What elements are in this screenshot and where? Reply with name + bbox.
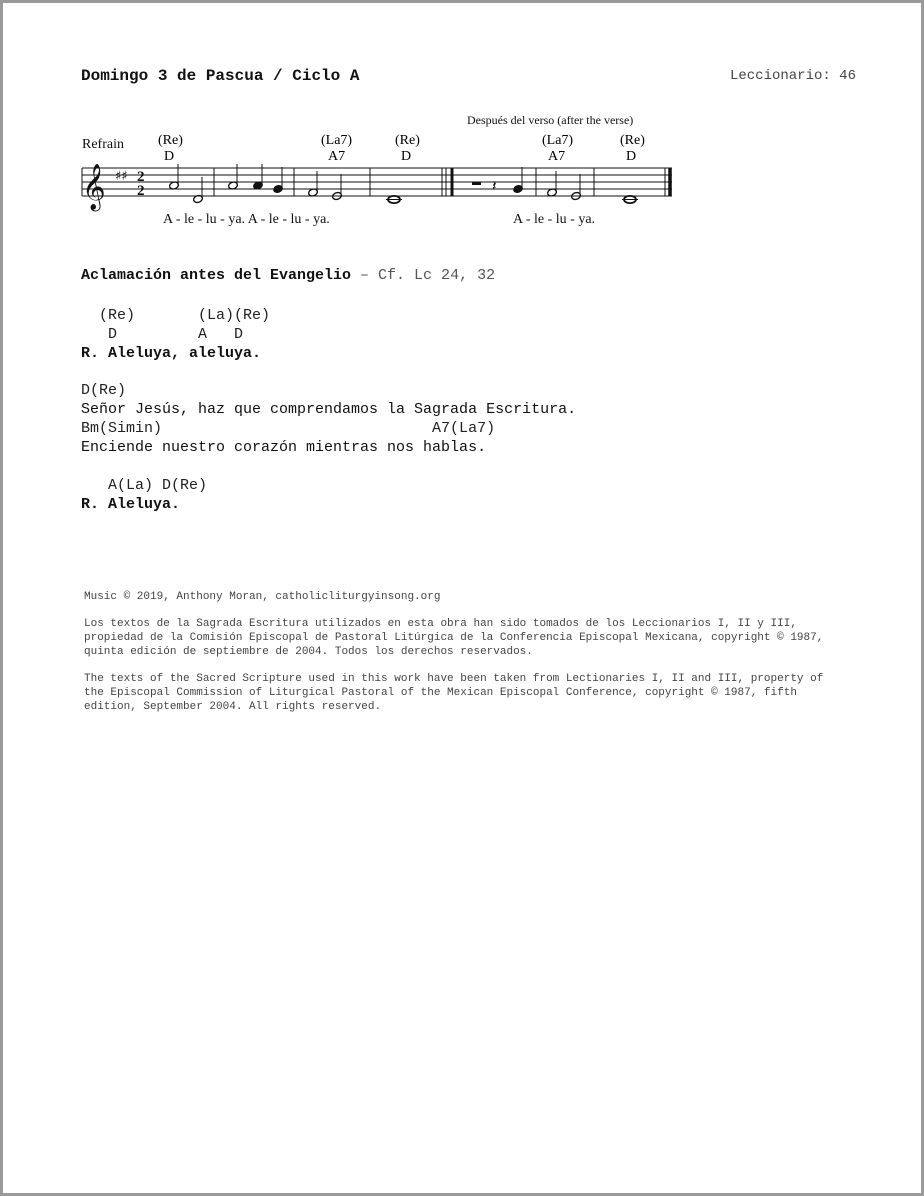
- response-text: R. Aleluya, aleluya.: [81, 345, 262, 362]
- response-chords-letters: D A D: [81, 326, 244, 343]
- lyrics-refrain: A - le - lu - ya. A - le - lu - ya.: [163, 212, 330, 227]
- verse-chords-1: D(Re): [81, 382, 127, 399]
- svg-text:D: D: [401, 149, 412, 164]
- svg-text:(La7): (La7): [321, 133, 353, 148]
- chord-2: [321, 133, 352, 164]
- chord-1: [158, 133, 183, 164]
- svg-text:(La7): (La7): [542, 133, 574, 148]
- spanish-copyright: Los textos de la Sagrada Escritura utilizados en esta obra han sido tomados de los Leccionarios I, II y III, propiedad de la Comisión Episcopal de Pastoral Litúrgica de la Conferencia Episcopal Mexicana, copyright © 1987, quinta edición de septiembre de 2004. Todos los derechos reservados.: [84, 618, 824, 658]
- svg-text:A7: A7: [548, 149, 566, 164]
- scripture-reference: – Cf. Lc 24, 32: [351, 267, 496, 284]
- lyrics-after-verse: A - le - lu - ya.: [513, 212, 596, 227]
- response-chords-spanish: (Re) (La)(Re): [81, 307, 271, 324]
- svg-text:D: D: [626, 149, 637, 164]
- english-copyright: The texts of the Sacred Scripture used in this work have been taken from Lectionaries I, II and III, property of the Episcopal Commission of Liturgical Pastoral of the Mexican Episcopal Conference, copyright © 1987, fifth edition, September 2004. All rights reserved.: [84, 673, 824, 713]
- treble-clef-icon: 𝄞: [82, 164, 106, 210]
- svg-text:D: D: [164, 149, 175, 164]
- verse-chords-2: Bm(Simin) A7(La7): [81, 420, 496, 437]
- chord-4: [542, 133, 573, 164]
- svg-text:(Re): (Re): [158, 133, 183, 148]
- svg-text:(Re): (Re): [395, 133, 420, 148]
- final-response: R. Aleluya.: [81, 496, 181, 513]
- acclamation-title: Aclamación antes del Evangelio: [81, 267, 352, 284]
- chord-5: [620, 133, 645, 164]
- notes: [169, 164, 402, 204]
- page-title: Domingo 3 de Pascua / Ciclo A: [81, 67, 360, 85]
- svg-text:𝄽: 𝄽: [492, 177, 497, 195]
- music-credit: Music © 2019, Anthony Moran, catholicliturgyinsong.org: [84, 591, 441, 603]
- final-chords: A(La) D(Re): [81, 477, 208, 494]
- key-signature: ♯♯: [115, 169, 128, 184]
- lectionary-number: Leccionario: 46: [729, 68, 856, 84]
- time-signature: 2: [137, 169, 145, 185]
- music-score: [80, 108, 680, 238]
- verse-line-2: Enciende nuestro corazón mientras nos hablas.: [81, 439, 487, 456]
- svg-text:(Re): (Re): [620, 133, 645, 148]
- svg-text:2: 2: [137, 183, 145, 199]
- after-verse-label: Después del verso (after the verse): [467, 113, 634, 127]
- svg-text:A7: A7: [328, 149, 346, 164]
- chord-3: [395, 133, 420, 164]
- acclamation-heading: [81, 267, 495, 284]
- staff: [82, 168, 672, 196]
- refrain-label: Refrain: [82, 137, 124, 152]
- verse-line-1: Señor Jesús, haz que comprendamos la Sagrada Escritura.: [81, 401, 577, 418]
